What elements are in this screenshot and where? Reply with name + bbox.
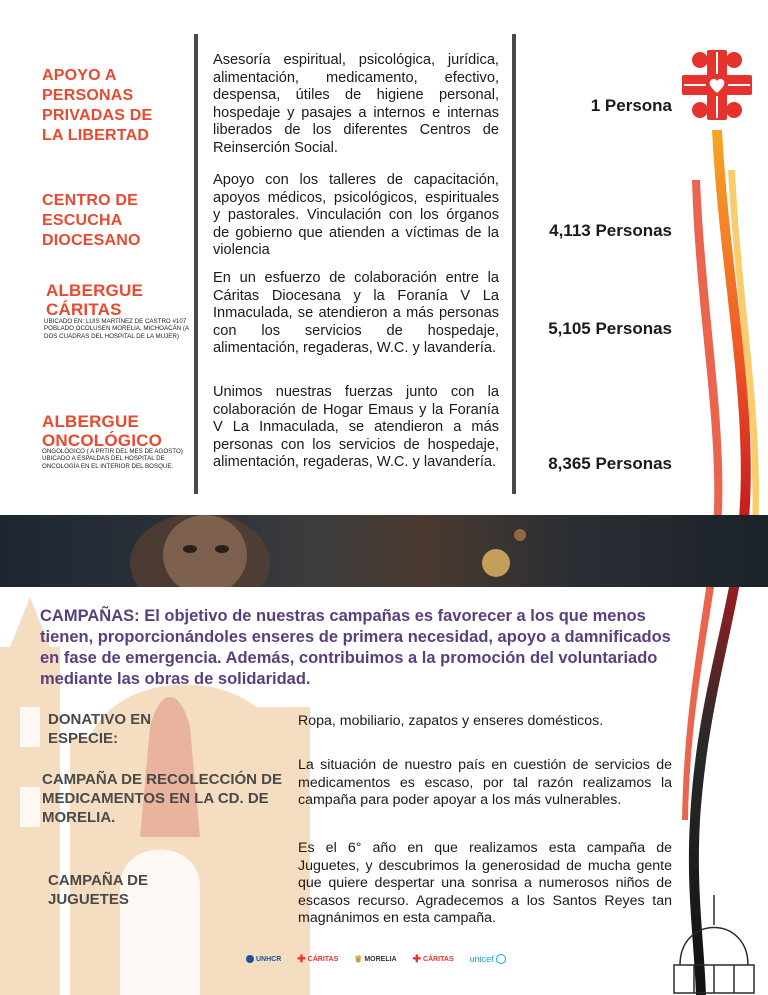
program-title-albergue-oncologico: ALBERGUE ONCOLÓGICO [42, 412, 163, 450]
partner-logo-morelia: ♛ MORELIA [354, 953, 397, 964]
divider-left [194, 34, 198, 494]
partner-logo-unhcr: UNHCR [246, 955, 281, 963]
campaign-title-donativo: DONATIVO EN ESPECIE: [48, 711, 152, 747]
program-count-prison: 1 Persona [590, 96, 672, 115]
program-address-albergue-caritas: UBICADO EN: LUIS MARTÍNEZ DE CASTRO #107 POBLADO OCOLUSEN MORELIA, MICHOACÁN (A DOS CUADRAS DEL HOSPITAL DE LA MUJER) [44, 318, 189, 340]
globe-icon [246, 955, 254, 963]
program-description-prison: Asesoría espiritual, psicológica, jurídica, alimentación, medicamento, efectivo, despensa, útiles de higiene personal, hospedaje y pasajes a internos e internas liberados de los diferentes Centros de Reinserción Social. [213, 52, 499, 156]
crown-icon: ♛ [354, 953, 363, 964]
campaign-description-donativo: Ropa, mobiliario, zapatos y enseres domésticos. [298, 713, 604, 729]
program-count-albergue-caritas: 5,105 Personas [548, 319, 672, 338]
child-photo-banner [0, 515, 768, 587]
caritas-cross-icon [680, 48, 754, 122]
campaign-description-medicamentos: La situación de nuestro país en cuestión de servicios de medicamentos es escaso, por tal razón realizamos la campaña para poder apoyar a los más vulnerables. [298, 757, 672, 809]
partner-logo-caritas-1: ✚ CÁRITAS [297, 953, 339, 965]
partner-logo-caritas-2: ✚ CÁRITAS [412, 953, 454, 965]
campaigns-intro: CAMPAÑAS: El objetivo de nuestras campañas es favorecer a los que menos tienen, proporcionándoles enseres de primera necesidad, apoyo a damnificados en fase de emergencia. Además, contribuimos a la promoción del voluntariado mediante las obras de solidaridad. [40, 607, 671, 688]
program-count-listening-center: 4,113 Personas [549, 221, 672, 240]
cross-icon: ✚ [297, 953, 306, 965]
campaign-title-juguetes: CAMPAÑA DE JUGUETES [48, 872, 148, 908]
program-description-albergue-oncologico: Unimos nuestras fuerzas junto con la colaboración de Hogar Emaus y la Foranía V La Inmaculada, se atendieron a más personas con los servicios de hospedaje, alimentación, regaderas, W.C. y lavandería. [213, 384, 499, 471]
partner-logo-unicef: unicef [470, 954, 506, 964]
program-description-albergue-caritas: En un esfuerzo de colaboración entre la Cáritas Diocesana y la Foranía V La Inmaculada, se atendieron a más personas con los servicios de hospedaje, alimentación, regaderas, W.C. y lavandería. [213, 270, 499, 357]
program-address-albergue-oncologico: ONGOLÓGICO ( A PRTIR DEL MES DE AGOSTO) UBICADO A ESPALDAS DEL HOSPITAL DE ONCOLOGÍA EN EL INTERIOR DEL BOSQUE. [42, 448, 183, 470]
program-description-listening-center: Apoyo con los talleres de capacitación, apoyos médicos, psicológicos, espirituales y pastorales. Vinculación con los órganos de gobierno que atienden a víctimas de la violencia [213, 172, 499, 259]
program-title-prison: APOYO A PERSONAS PRIVADAS DE LA LIBERTAD [42, 67, 153, 144]
globe-icon [496, 954, 506, 964]
program-title-listening-center: CENTRO DE ESCUCHA DIOCESANO [42, 192, 141, 249]
dome-watermark [660, 885, 768, 995]
cross-icon: ✚ [412, 953, 422, 965]
program-count-albergue-oncologico: 8,365 Personas [548, 454, 672, 473]
campaign-title-medicamentos: CAMPAÑA DE RECOLECCIÓN DE MEDICAMENTOS EN LA CD. DE MORELIA. [42, 771, 283, 826]
campaign-description-juguetes: Es el 6° año en que realizamos esta campaña de Juguetes, y descubrimos la generosidad de mucha gente que quiere despertar una sonrisa a numerosos niños de escasos recurso. Agradecemos a los Santos Reyes tan magnánimos en esta campaña. [298, 840, 672, 927]
program-title-albergue-caritas: ALBERGUE CÁRITAS [46, 281, 143, 319]
divider-right [512, 34, 516, 494]
partner-logos [246, 951, 506, 967]
